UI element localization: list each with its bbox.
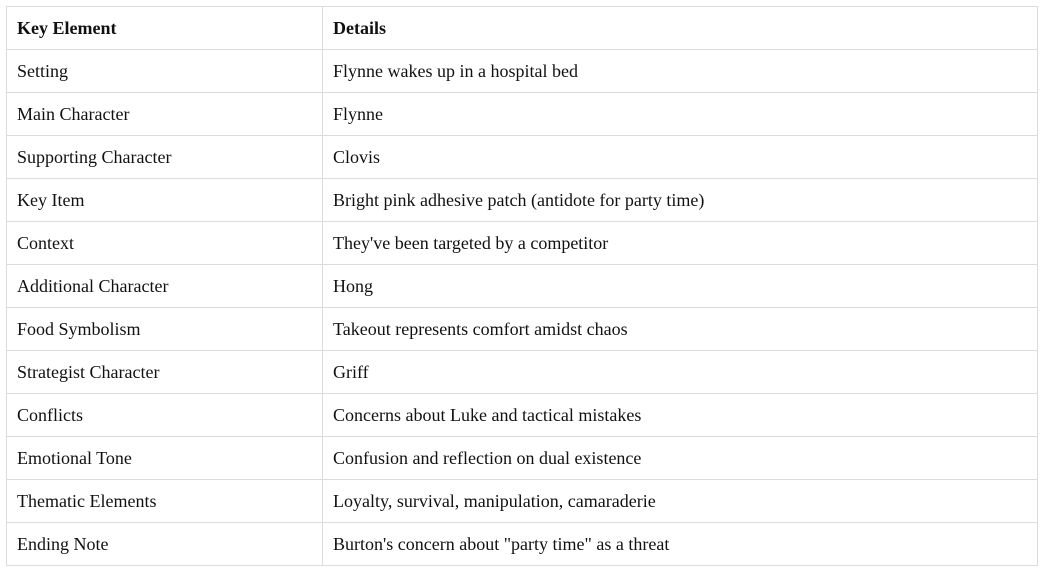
row-details-cell: Flynne — [323, 93, 1038, 136]
table-header — [7, 7, 1038, 50]
row-details-cell: Griff — [323, 351, 1038, 394]
header-key-element: Key Element — [7, 7, 323, 50]
row-details-cell: Takeout represents comfort amidst chaos — [323, 308, 1038, 351]
row-key-cell: Additional Character — [7, 265, 323, 308]
table-row — [7, 437, 1038, 480]
row-key-cell: Key Item — [7, 179, 323, 222]
row-key-cell: Setting — [7, 50, 323, 93]
header-details: Details — [323, 7, 1038, 50]
table-row — [7, 136, 1038, 179]
row-details-cell: Flynne wakes up in a hospital bed — [323, 50, 1038, 93]
table-header-row — [7, 7, 1038, 50]
table-row — [7, 480, 1038, 523]
table-row — [7, 351, 1038, 394]
row-key-cell: Emotional Tone — [7, 437, 323, 480]
row-details-cell: Bright pink adhesive patch (antidote for party time) — [323, 179, 1038, 222]
table-row — [7, 394, 1038, 437]
table-row — [7, 222, 1038, 265]
table-row — [7, 523, 1038, 566]
table-row — [7, 265, 1038, 308]
row-key-cell: Strategist Character — [7, 351, 323, 394]
key-elements-table-container — [6, 6, 1037, 566]
table-body — [7, 50, 1038, 566]
row-key-cell: Ending Note — [7, 523, 323, 566]
row-key-cell: Food Symbolism — [7, 308, 323, 351]
row-details-cell: Burton's concern about "party time" as a threat — [323, 523, 1038, 566]
row-key-cell: Conflicts — [7, 394, 323, 437]
key-elements-table — [6, 6, 1038, 566]
row-details-cell: They've been targeted by a competitor — [323, 222, 1038, 265]
table-row — [7, 308, 1038, 351]
row-key-cell: Thematic Elements — [7, 480, 323, 523]
table-row — [7, 93, 1038, 136]
row-key-cell: Context — [7, 222, 323, 265]
table-row — [7, 50, 1038, 93]
table-row — [7, 179, 1038, 222]
row-details-cell: Clovis — [323, 136, 1038, 179]
row-details-cell: Loyalty, survival, manipulation, camaraderie — [323, 480, 1038, 523]
row-key-cell: Main Character — [7, 93, 323, 136]
row-details-cell: Hong — [323, 265, 1038, 308]
row-key-cell: Supporting Character — [7, 136, 323, 179]
row-details-cell: Concerns about Luke and tactical mistakes — [323, 394, 1038, 437]
row-details-cell: Confusion and reflection on dual existence — [323, 437, 1038, 480]
